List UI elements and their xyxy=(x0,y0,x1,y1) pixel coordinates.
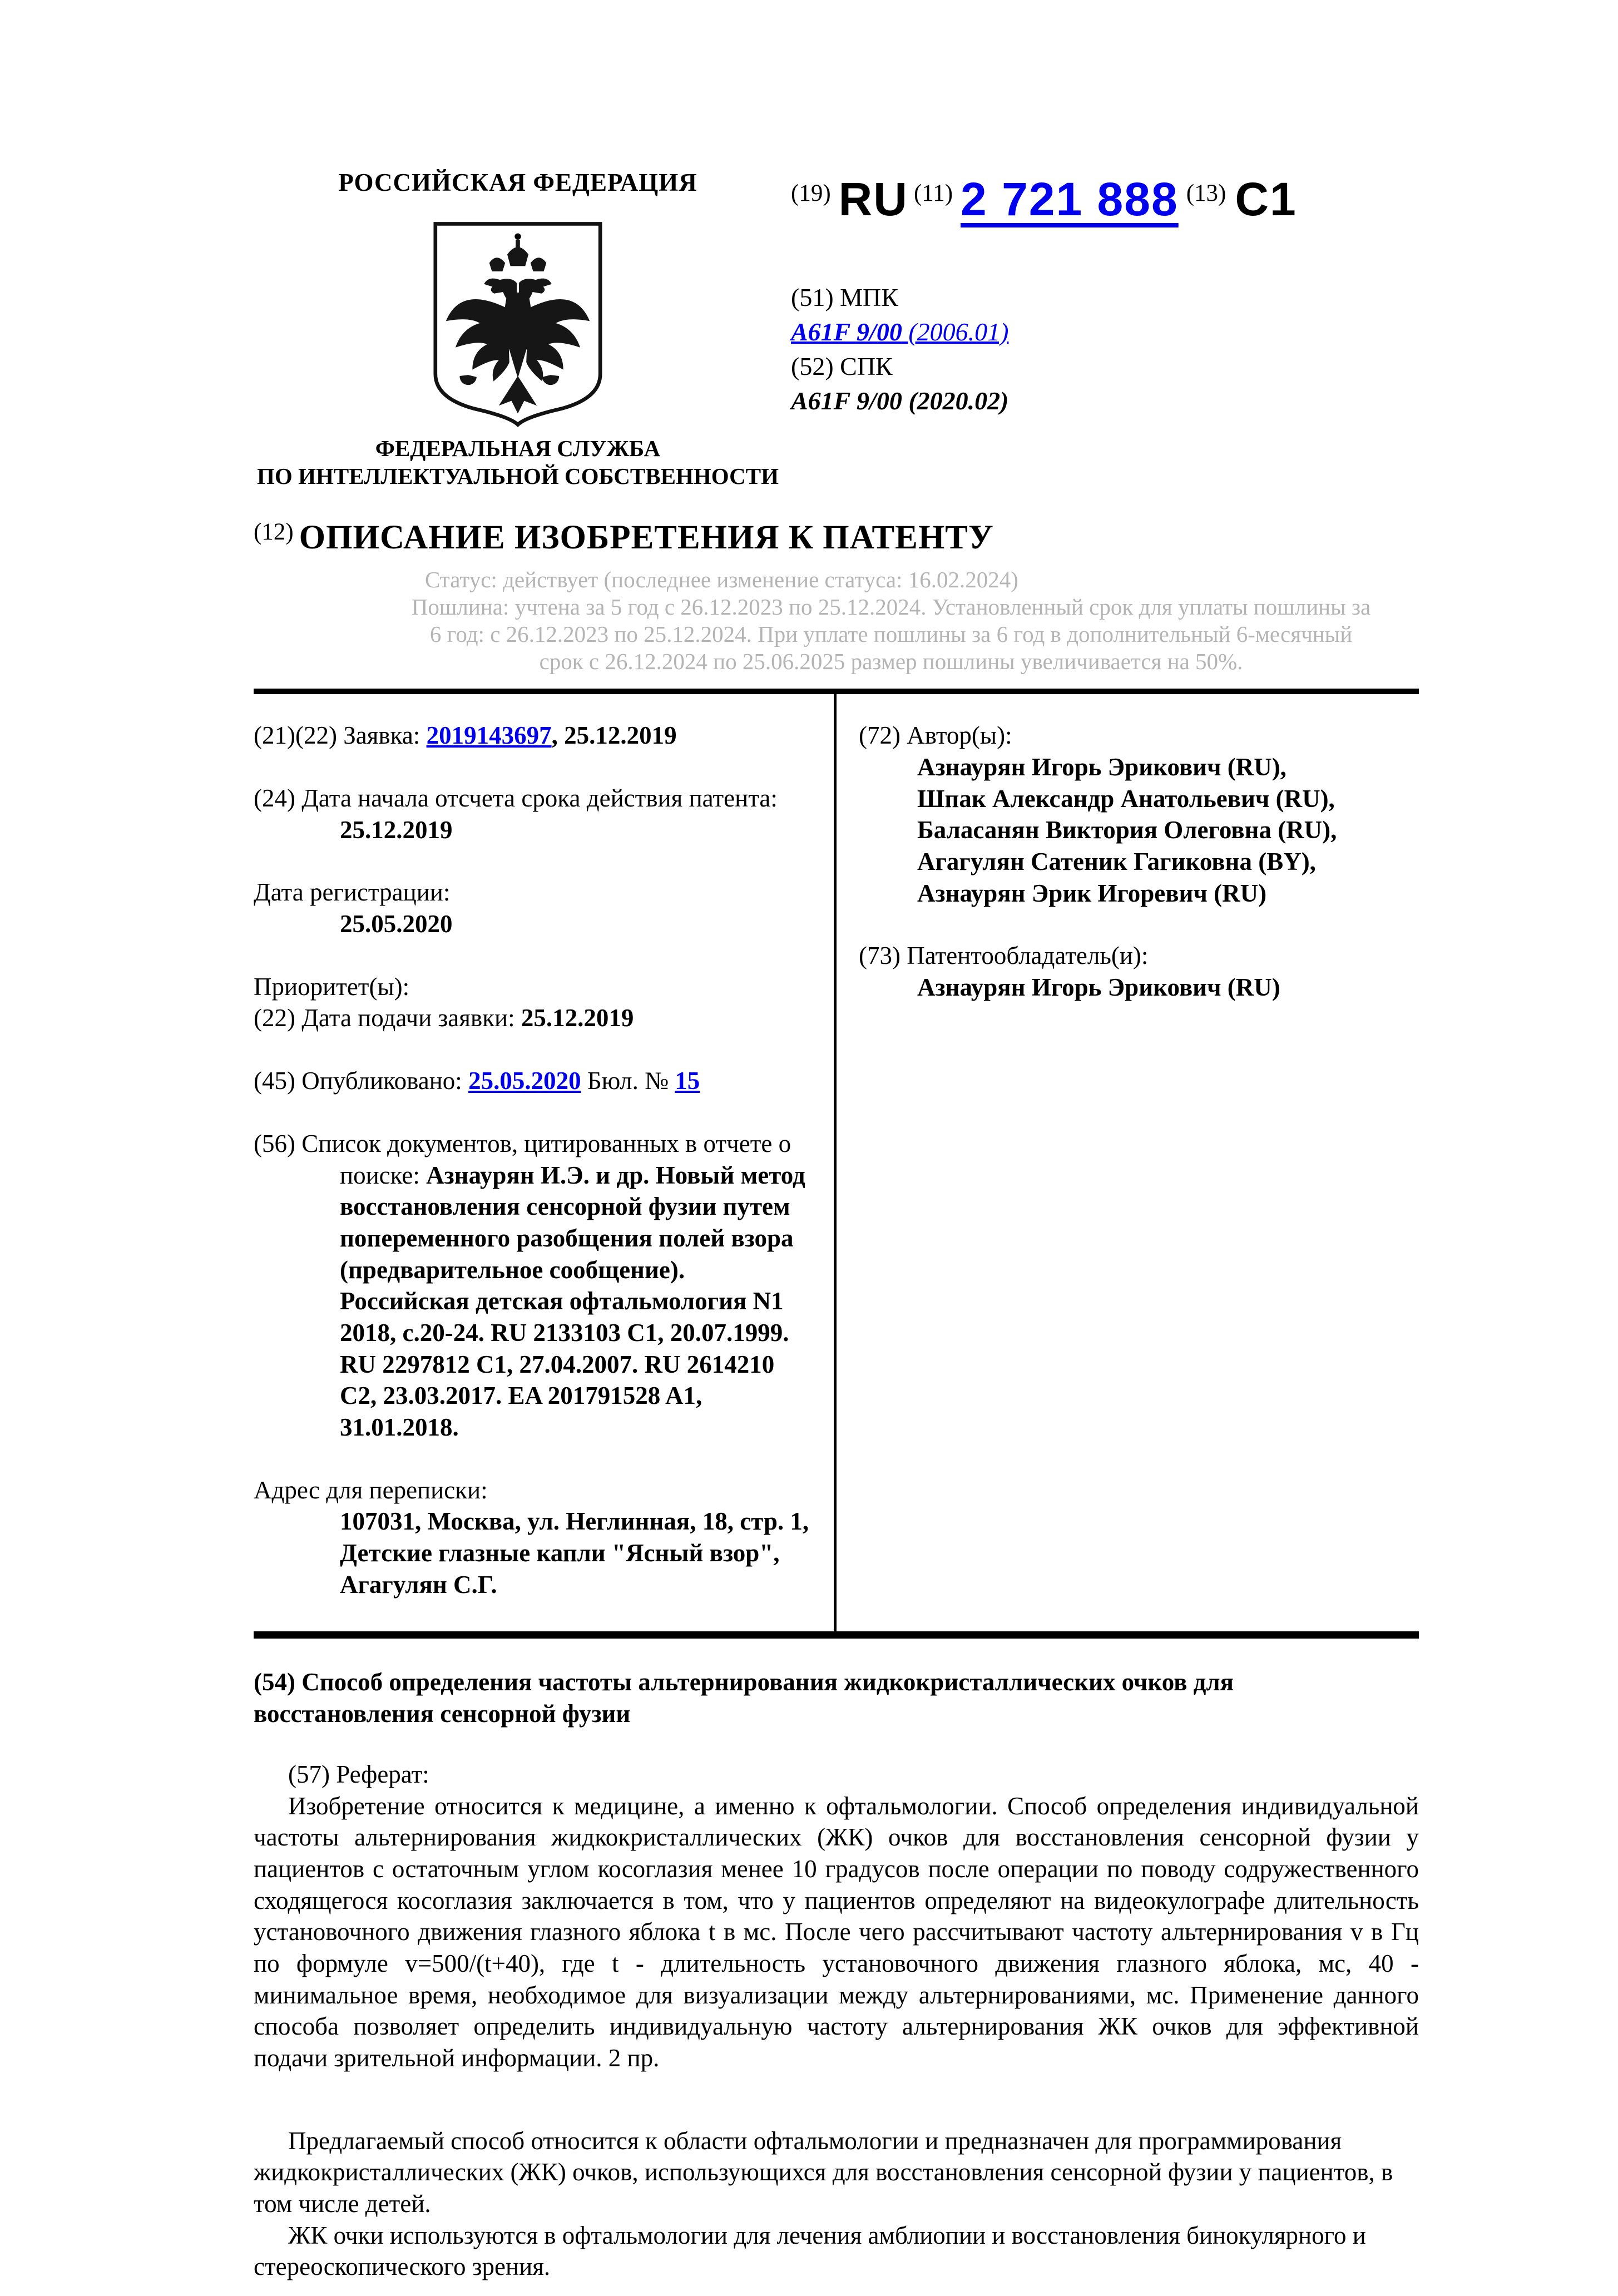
country-code: RU xyxy=(838,173,908,225)
application-row xyxy=(254,720,817,751)
coat-of-arms-icon xyxy=(426,217,610,429)
bulletin-label: Бюл. № xyxy=(581,1067,675,1095)
cpc-code: A61F 9/00 (2020.02) xyxy=(791,387,1009,415)
ipc-label: (51) МПК xyxy=(791,283,898,311)
author-name: Агагулян Сатеник Гагиковна (BY), xyxy=(917,848,1316,876)
ipc-code-main: A61F 9/00 xyxy=(791,317,902,346)
authors-row xyxy=(859,720,1419,909)
classification-block xyxy=(791,280,1419,418)
address-line: 107031, Москва, ул. Неглинная, 18, стр. 1, xyxy=(340,1507,809,1536)
inid-19-label: (19) xyxy=(791,180,831,206)
header-right-block xyxy=(782,167,1419,490)
author-name: Азнаурян Эрик Игоревич (RU) xyxy=(917,879,1267,907)
application-number-link[interactable]: 2019143697 xyxy=(426,721,552,750)
patent-start-date: 25.12.2019 xyxy=(340,815,453,844)
office-name xyxy=(254,434,782,490)
ipc-code-year: (2006.01) xyxy=(902,317,1009,346)
abstract-label: (57) Реферат: xyxy=(288,1760,429,1788)
cpc-label: (52) СПК xyxy=(791,352,893,381)
application-date: , 25.12.2019 xyxy=(551,721,677,750)
biblio-left-column xyxy=(254,694,837,1631)
application-label: (21)(22) Заявка: xyxy=(254,721,427,750)
priority-filing-row xyxy=(254,971,817,1034)
document-type-title xyxy=(254,517,1419,560)
priority-label: Приоритет(ы): xyxy=(254,972,410,1001)
citations-row xyxy=(254,1128,817,1443)
filing-label: (22) Дата подачи заявки: xyxy=(254,1004,521,1032)
fee-status-text: Пошлина: учтена за 5 год с 26.12.2023 по 25.12.2024. Установленный срок для уплаты пошлины за 6 год: с 26.12.2023 по 25.12.2024. При уплате пошлины за 6 год в дополнительный 6-месячный срок с 26.12.2024 по 25.06.2025 размер пошлины увеличивается на 50%. xyxy=(411,593,1371,675)
biblio-right-column xyxy=(837,694,1419,1631)
document-header xyxy=(254,167,1419,490)
citations-label: (56) Список документов, цитированных в отчете о поиске: xyxy=(254,1129,791,1189)
bulletin-number-link[interactable]: 15 xyxy=(675,1067,700,1095)
filing-date: 25.12.2019 xyxy=(521,1004,634,1032)
address-line: Агагулян С.Г. xyxy=(340,1570,497,1599)
country-name: РОССИЙСКАЯ ФЕДЕРАЦИЯ xyxy=(338,169,697,196)
registration-label: Дата регистрации: xyxy=(254,878,451,907)
invention-title: (54) Способ определения частоты альтернирования жидкокристаллических очков для восстановления сенсорной фузии xyxy=(254,1668,1234,1728)
ipc-code-line xyxy=(791,315,1419,349)
kind-code: C1 xyxy=(1235,173,1297,225)
office-line1: ФЕДЕРАЛЬНАЯ СЛУЖБА xyxy=(375,435,661,461)
filing-line xyxy=(254,1002,817,1034)
address-label: Адрес для переписки: xyxy=(254,1476,488,1504)
published-date-link[interactable]: 25.05.2020 xyxy=(468,1067,581,1095)
abstract-text: Изобретение относится к медицине, а именно к офтальмологии. Способ определения индивидуальной частоты альтернирования жидкокристаллических (ЖК) очков для восстановления сенсорной фузии у пациентов с остаточным углом косоглазия менее 10 градусов после операции по поводу содружественного сходящегося косоглазия заключается в том, что у пациентов определяют на видеокулографе длительность установочного движения глазного яблока t в мс. После чего рассчитывают частоту альтернирования v в Гц по формуле v=500/(t+40), где t - длительность установочного движения глазного яблока, мс, 40 - минимальное время, необходимое для визуализации между альтернированиями, мс. Применение данного способа позволяет определить индивидуальную частоту альтернирования ЖК очков для эффективной подачи зрительной информации. 2 пр. xyxy=(254,1792,1419,2072)
published-label: (45) Опубликовано: xyxy=(254,1067,469,1095)
author-name: Баласанян Виктория Олеговна (RU), xyxy=(917,816,1337,844)
description-paragraph: Предлагаемый способ относится к области офтальмологии и предназначен для программирования жидкокристаллических (ЖК) очков, использующихся для восстановления сенсорной фузии у пациентов, в том числе детей. xyxy=(254,2126,1393,2218)
office-line2: ПО ИНТЕЛЛЕКТУАЛЬНОЙ СОБСТВЕННОСТИ xyxy=(257,463,779,489)
inid-12-label: (12) xyxy=(254,518,294,545)
description-paragraph: ЖК очки используются в офтальмологии для лечения амблиопии и восстановления бинокулярного и стереоскопического зрения. xyxy=(254,2221,1366,2281)
author-name: Азнаурян Игорь Эрикович (RU), xyxy=(917,753,1287,781)
patent-holder-name: Азнаурян Игорь Эрикович (RU) xyxy=(917,973,1280,1002)
status-block xyxy=(254,566,1419,676)
ipc-code-link[interactable] xyxy=(791,318,1008,346)
patent-holder-label: (73) Патентообладатель(и): xyxy=(859,942,1149,970)
status-line: Статус: действует (последнее изменение статуса: 16.02.2024) xyxy=(425,566,1018,592)
header-left-block xyxy=(254,167,782,490)
patent-holder-row xyxy=(859,940,1419,1003)
author-name: Шпак Александр Анатольевич (RU), xyxy=(917,784,1335,813)
registration-row xyxy=(254,877,817,939)
bibliographic-table xyxy=(254,689,1419,1639)
publication-number-link[interactable]: 2 721 888 xyxy=(961,173,1179,225)
doc-type-text: ОПИСАНИЕ ИЗОБРЕТЕНИЯ К ПАТЕНТУ xyxy=(299,518,994,556)
patent-start-label: (24) Дата начала отсчета срока действия патента: xyxy=(254,784,778,813)
address-line: Детские глазные капли "Ясный взор", xyxy=(340,1539,780,1567)
published-row xyxy=(254,1065,817,1097)
registration-date: 25.05.2020 xyxy=(340,910,453,938)
publication-line xyxy=(791,170,1419,229)
authors-label: (72) Автор(ы): xyxy=(859,721,1012,750)
inid-11-label: (11) xyxy=(913,180,953,206)
address-row xyxy=(254,1474,817,1601)
inid-13-label: (13) xyxy=(1186,180,1226,206)
citations-text: Азнаурян И.Э. и др. Новый метод восстановления сенсорной фузии путем попеременного разобщения полей взора (предварительное сообщение). Российская детская офтальмология N1 2018, с.20-24. RU 2133103 C1, 20.07.1999. RU 2297812 C1, 27.04.2007. RU 2614210 C2, 23.03.2017. EA 201791528 A1, 31.01.2018. xyxy=(340,1161,805,1442)
patent-start-row xyxy=(254,783,817,845)
